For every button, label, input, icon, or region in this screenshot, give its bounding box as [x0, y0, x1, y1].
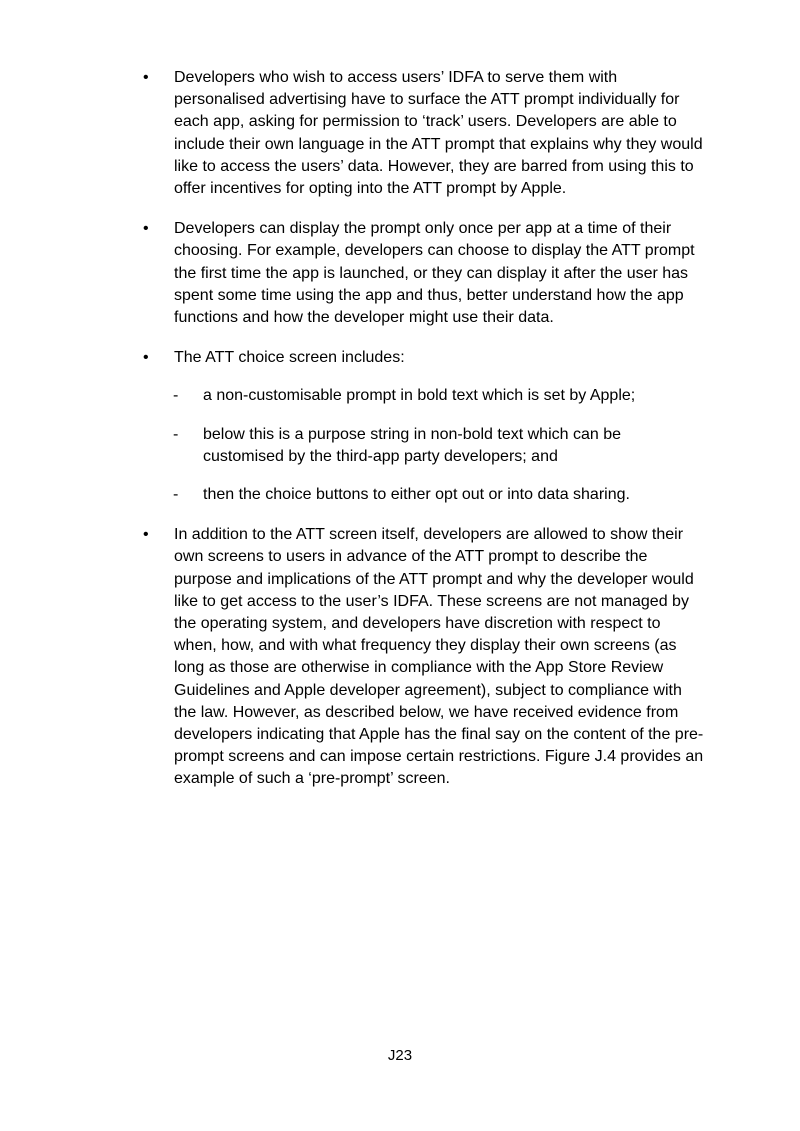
dash-text: below this is a purpose string in non-bold text which can be customised by the third-app party developers; and — [203, 425, 622, 465]
bullet-text: Developers who wish to access users’ IDFA to serve them with personalised advertising have to surface the ATT prompt individually for each app, asking for permission to ‘track’ users. Developers are able to include their own language in the ATT prompt that explains why they would like to access the users’ data. However, they are barred from using this to offer incentives for opting into the ATT prompt by Apple. — [174, 69, 703, 198]
bullet-item-idfa-access — [0, 67, 800, 200]
dash-item-bold-prompt — [0, 385, 800, 407]
bullet-marker: • — [143, 220, 149, 238]
bullet-marker: • — [143, 349, 149, 367]
bullet-list — [0, 67, 800, 791]
bullet-text: Developers can display the prompt only once per app at a time of their choosing. For example, developers can choose to display the ATT prompt the first time the app is launched, or they can display it after the user has spent some time using the app and thus, better understand how the app functions and how the developer might use their data. — [174, 220, 695, 327]
dash-list — [0, 385, 800, 506]
bullet-text: In addition to the ATT screen itself, developers are allowed to show their own screens to users in advance of the ATT prompt to describe the purpose and implications of the ATT prompt and why the developer would like to get access to the user’s IDFA. These screens are not managed by the operating system, and developers have discretion with respect to when, how, and with what frequency they display their own screens (as long as those are otherwise in compliance with the App Store Review Guidelines and Apple developer agreement), subject to compliance with the law. However, as described below, we have received evidence from developers indicating that Apple has the final say on the content of the pre-prompt screens and can impose certain restrictions. Figure J.4 provides an example of such a ‘pre-prompt’ screen. — [174, 526, 704, 788]
page-number: J23 — [387, 1047, 413, 1064]
dash-text: a non-customisable prompt in bold text which is set by Apple; — [203, 387, 636, 405]
dash-item-choice-buttons — [0, 484, 800, 506]
page-body — [0, 67, 800, 809]
dash-marker: - — [173, 425, 179, 443]
dash-text: then the choice buttons to either opt out or into data sharing. — [203, 486, 630, 504]
dash-marker: - — [173, 486, 179, 504]
bullet-item-pre-prompt-screens — [0, 524, 800, 790]
dash-marker: - — [173, 387, 179, 405]
dash-item-purpose-string — [0, 424, 800, 468]
bullet-marker: • — [143, 526, 149, 544]
bullet-item-choice-screen — [0, 347, 800, 506]
bullet-marker: • — [143, 69, 149, 86]
bullet-item-prompt-timing — [0, 218, 800, 329]
bullet-text: The ATT choice screen includes: — [174, 349, 405, 367]
